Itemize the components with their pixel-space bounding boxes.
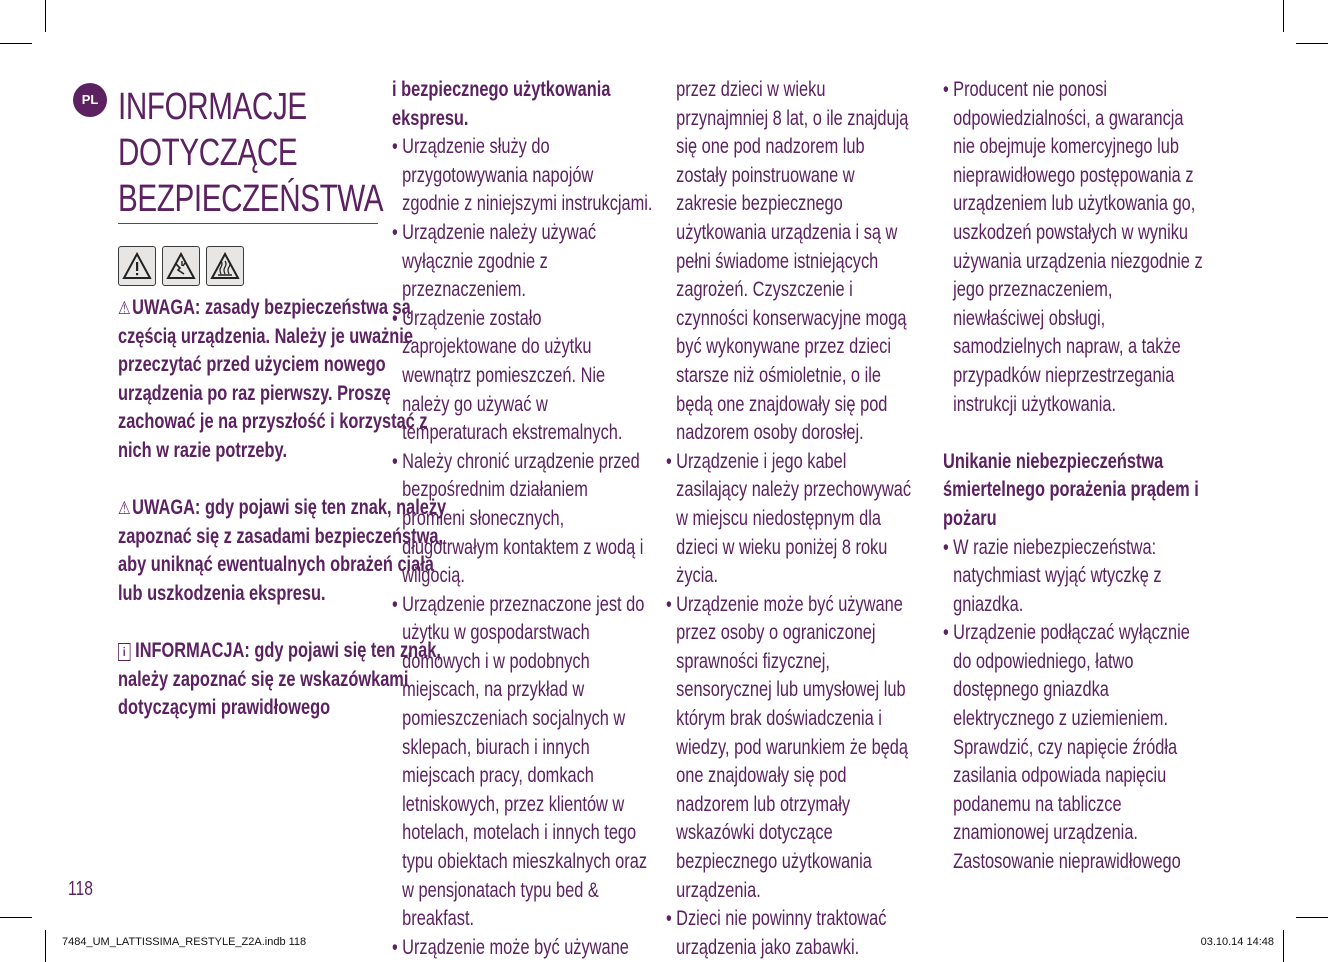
- list-item: • Urządzenie służy do przygotowywania napojów zgodnie z niniejszymi instrukcjami.: [392, 133, 654, 219]
- crop-mark: [1296, 917, 1328, 918]
- warning-triangle-icon: ⚠: [118, 498, 131, 519]
- list-item: • Urządzenie podłączać wyłącznie do odpowiedniego, łatwo dostępnego gniazdka elektrycznego z uziemieniem. Sprawdzić, czy napięcie źródła zasilania odpowiada napięciu podanemu na tabliczce znamionowej urządzenia. Zastosowanie nieprawidłowego: [943, 619, 1204, 876]
- language-badge: PL: [73, 83, 107, 117]
- list-item: • Urządzenie należy używać wyłącznie zgodnie z przeznaczeniem.: [392, 219, 654, 305]
- crop-mark: [0, 43, 32, 44]
- continuation-text: przez dzieci w wieku przynajmniej 8 lat, o ile znajdują się one pod nadzorem lub zostały poinstruowane w zakresie bezpiecznego użytkowania urządzenia i są w pełni świadome istniejących zagrożeń. Czyszczenie i czynności konserwacyjne mogą być wykonywane przez dzieci starsze niż ośmioletnie, o ile będą one znajdowały się pod nadzorem osoby dorosłej.: [676, 78, 909, 445]
- list-item: • Dzieci nie powinny traktować urządzenia jako zabawki.: [666, 905, 916, 962]
- list-item: • Urządzenie przeznaczone jest do użytku w gospodarstwach domowych i w podobnych miejscach, na przykład w pomieszczeniach socjalnych w sklepach, biurach i innych miejscach pracy, domkach letniskowych, przez klientów w hotelach, motelach i innych tego typu obiektach mieszkalnych oraz w pensjonatach typu bed & breakfast.: [392, 591, 654, 934]
- crop-mark: [45, 0, 46, 32]
- section-heading: i bezpiecznego użytkowania ekspresu.: [392, 78, 611, 130]
- electric-shock-icon: [162, 246, 200, 286]
- crop-mark: [1283, 0, 1284, 32]
- warning-triangle-icon: [118, 246, 156, 286]
- info-paragraph: i INFORMACJA: gdy pojawi się ten znak, należy zapoznać się ze wskazówkami dotyczącymi prawidłowego: [118, 639, 441, 720]
- list-item: • Urządzenie zostało zaprojektowane do użytku wewnątrz pomieszczeń. Nie należy go używać w temperaturach ekstremalnych.: [392, 305, 654, 448]
- page-title: [118, 84, 384, 222]
- hot-surface-icon: [206, 246, 244, 286]
- crop-mark: [0, 917, 32, 918]
- crop-mark: [1283, 930, 1284, 962]
- page-number: 118: [68, 878, 93, 900]
- title-line: INFORMACJE: [118, 86, 307, 128]
- crop-mark: [45, 930, 46, 962]
- list-item: • Urządzenie może być używane przez osoby o ograniczonej sprawności fizycznej, sensorycznej lub umysłowej lub którym brak doświadczenia i wiedzy, pod warunkiem że będą one znajdowały się pod nadzorem lub otrzymały wskazówki dotyczące bezpiecznego użytkowania urządzenia.: [666, 591, 916, 906]
- list-item: • Urządzenie i jego kabel zasilający należy przechowywać w miejscu niedostępnym dla dzieci w wieku poniżej 8 roku życia.: [666, 448, 916, 591]
- warning-paragraph: ⚠UWAGA: gdy pojawi się ten znak, należy zapoznać się z zasadami bezpieczeństwa, aby uniknąć ewentualnych obrażeń ciała lub uszkodzenia ekspresu.: [118, 496, 447, 605]
- list-item: • W razie niebezpieczeństwa: natychmiast wyjąć wtyczkę z gniazdka.: [943, 534, 1204, 620]
- title-line: BEZPIECZEŃSTWA: [118, 178, 384, 220]
- crop-mark: [1296, 43, 1328, 44]
- section-heading: Unikanie niebezpieczeństwa śmiertelnego porażenia prądem i pożaru: [943, 449, 1199, 530]
- list-item: • Producent nie ponosi odpowiedzialności, a gwarancja nie obejmuje komercyjnego lub nieprawidłowego postępowania z urządzeniem lub użytkowania go, uszkodzeń powstałych w wyniku używania urządzenia niezgodnie z jego przeznaczeniem, niewłaściwej obsługi, samodzielnych napraw, a także przypadków nieprzestrzegania instrukcji użytkowania.: [943, 76, 1204, 419]
- footer-filename: 7484_UM_LATTISSIMA_RESTYLE_Z2A.indb 118: [62, 936, 307, 948]
- info-icon: i: [118, 643, 130, 661]
- title-divider: [118, 223, 378, 224]
- title-line: DOTYCZĄCE: [118, 132, 298, 174]
- electrical-column: [943, 76, 1283, 877]
- list-item: • Urządzenie może być używane: [392, 934, 654, 962]
- list-item: • Należy chronić urządzenie przed bezpośrednim działaniem promieni słonecznych, długotrwałym kontaktem z wodą i wilgocią.: [392, 448, 654, 591]
- safety-icons: [118, 246, 244, 286]
- warning-paragraph: ⚠UWAGA: zasady bezpieczeństwa są częścią urządzenia. Należy je uważnie przeczytać przed użyciem nowego urządzenia po raz pierwszy. Proszę zachować je na przyszłość i korzystać z nich w razie potrzeby.: [118, 296, 428, 462]
- footer-timestamp: 03.10.14 14:48: [1200, 936, 1274, 948]
- warning-triangle-icon: ⚠: [118, 298, 131, 318]
